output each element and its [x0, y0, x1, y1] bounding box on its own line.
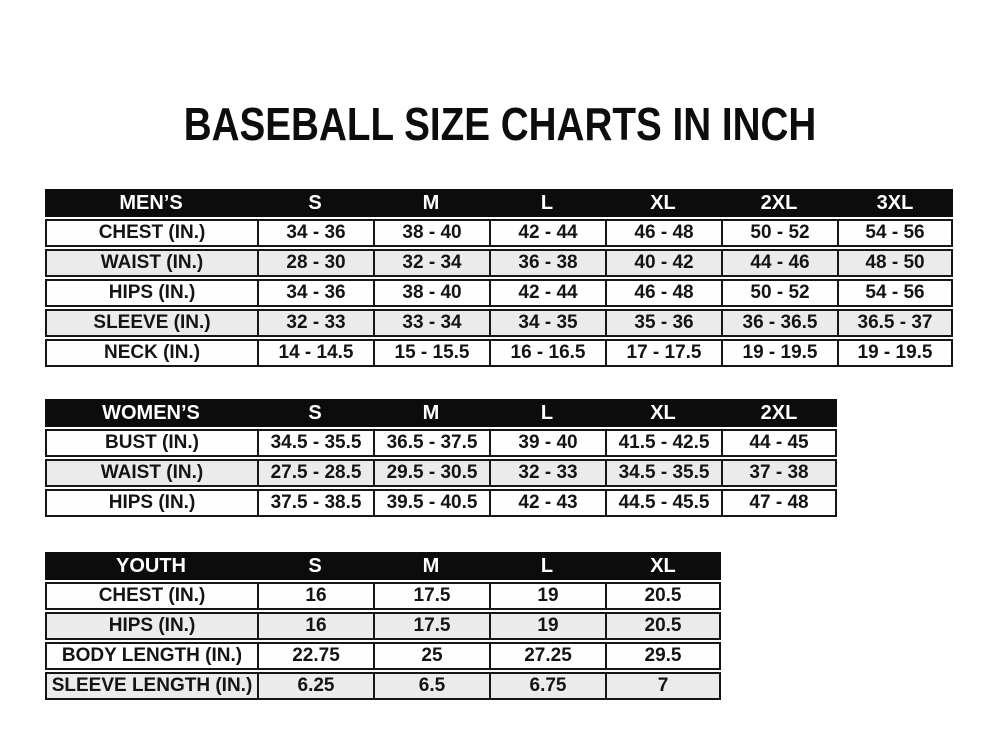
size-value-cell: 39.5 - 40.5 [373, 489, 489, 517]
size-value-cell: 44.5 - 45.5 [605, 489, 721, 517]
size-value-cell: 19 [489, 612, 605, 640]
size-value-cell: 22.75 [257, 642, 373, 670]
size-column-header: S [257, 552, 373, 580]
table-row [45, 459, 837, 487]
table-row [45, 279, 953, 307]
size-value-cell: 25 [373, 642, 489, 670]
size-column-header: M [373, 399, 489, 427]
row-label-cell: SLEEVE (IN.) [45, 309, 257, 337]
size-value-cell: 20.5 [605, 582, 721, 610]
size-value-cell: 34 - 36 [257, 219, 373, 247]
row-label-cell: CHEST (IN.) [45, 582, 257, 610]
size-value-cell: 36.5 - 37.5 [373, 429, 489, 457]
table-title-header: WOMEN’S [45, 399, 257, 427]
size-value-cell: 46 - 48 [605, 279, 721, 307]
size-value-cell: 6.25 [257, 672, 373, 700]
table-row [45, 612, 721, 640]
size-value-cell: 38 - 40 [373, 219, 489, 247]
size-value-cell: 41.5 - 42.5 [605, 429, 721, 457]
size-value-cell: 42 - 44 [489, 219, 605, 247]
size-value-cell: 34.5 - 35.5 [257, 429, 373, 457]
size-value-cell: 50 - 52 [721, 279, 837, 307]
table-row [45, 219, 953, 247]
row-label-cell: SLEEVE LENGTH (IN.) [45, 672, 257, 700]
size-value-cell: 29.5 [605, 642, 721, 670]
table-title-header: MEN’S [45, 189, 257, 217]
size-value-cell: 19 - 19.5 [721, 339, 837, 367]
size-value-cell: 37 - 38 [721, 459, 837, 487]
size-value-cell: 16 [257, 612, 373, 640]
size-value-cell: 35 - 36 [605, 309, 721, 337]
size-value-cell: 48 - 50 [837, 249, 953, 277]
size-value-cell: 37.5 - 38.5 [257, 489, 373, 517]
size-value-cell: 54 - 56 [837, 279, 953, 307]
size-value-cell: 34 - 36 [257, 279, 373, 307]
size-value-cell: 54 - 56 [837, 219, 953, 247]
table-row [45, 642, 721, 670]
size-value-cell: 16 - 16.5 [489, 339, 605, 367]
size-value-cell: 19 [489, 582, 605, 610]
youth-size-table [45, 550, 721, 702]
size-value-cell: 40 - 42 [605, 249, 721, 277]
size-column-header: L [489, 399, 605, 427]
size-value-cell: 39 - 40 [489, 429, 605, 457]
row-label-cell: WAIST (IN.) [45, 459, 257, 487]
table-row [45, 249, 953, 277]
size-value-cell: 36 - 36.5 [721, 309, 837, 337]
row-label-cell: NECK (IN.) [45, 339, 257, 367]
size-value-cell: 46 - 48 [605, 219, 721, 247]
size-value-cell: 7 [605, 672, 721, 700]
size-value-cell: 50 - 52 [721, 219, 837, 247]
size-value-cell: 42 - 43 [489, 489, 605, 517]
size-value-cell: 47 - 48 [721, 489, 837, 517]
size-column-header: M [373, 189, 489, 217]
size-value-cell: 28 - 30 [257, 249, 373, 277]
size-value-cell: 17 - 17.5 [605, 339, 721, 367]
size-value-cell: 36 - 38 [489, 249, 605, 277]
size-column-header: L [489, 552, 605, 580]
row-label-cell: HIPS (IN.) [45, 489, 257, 517]
row-label-cell: CHEST (IN.) [45, 219, 257, 247]
size-value-cell: 16 [257, 582, 373, 610]
header-row [45, 189, 953, 217]
size-column-header: XL [605, 399, 721, 427]
size-value-cell: 27.5 - 28.5 [257, 459, 373, 487]
page-title: BASEBALL SIZE CHARTS IN INCH [183, 97, 817, 150]
size-column-header: 3XL [837, 189, 953, 217]
table-row [45, 429, 837, 457]
size-value-cell: 19 - 19.5 [837, 339, 953, 367]
size-column-header: XL [605, 189, 721, 217]
size-column-header: L [489, 189, 605, 217]
size-value-cell: 32 - 34 [373, 249, 489, 277]
table-row [45, 672, 721, 700]
size-column-header: 2XL [721, 399, 837, 427]
size-value-cell: 44 - 45 [721, 429, 837, 457]
size-value-cell: 44 - 46 [721, 249, 837, 277]
header-row [45, 399, 837, 427]
size-column-header: 2XL [721, 189, 837, 217]
row-label-cell: BODY LENGTH (IN.) [45, 642, 257, 670]
size-value-cell: 6.75 [489, 672, 605, 700]
row-label-cell: WAIST (IN.) [45, 249, 257, 277]
size-value-cell: 17.5 [373, 612, 489, 640]
row-label-cell: BUST (IN.) [45, 429, 257, 457]
header-row [45, 552, 721, 580]
size-value-cell: 32 - 33 [489, 459, 605, 487]
size-value-cell: 15 - 15.5 [373, 339, 489, 367]
row-label-cell: HIPS (IN.) [45, 279, 257, 307]
size-column-header: S [257, 399, 373, 427]
size-column-header: S [257, 189, 373, 217]
size-value-cell: 20.5 [605, 612, 721, 640]
size-value-cell: 32 - 33 [257, 309, 373, 337]
size-column-header: M [373, 552, 489, 580]
size-value-cell: 34.5 - 35.5 [605, 459, 721, 487]
size-value-cell: 14 - 14.5 [257, 339, 373, 367]
table-title-header: YOUTH [45, 552, 257, 580]
size-value-cell: 34 - 35 [489, 309, 605, 337]
size-value-cell: 6.5 [373, 672, 489, 700]
size-value-cell: 36.5 - 37 [837, 309, 953, 337]
table-row [45, 309, 953, 337]
size-value-cell: 29.5 - 30.5 [373, 459, 489, 487]
size-value-cell: 27.25 [489, 642, 605, 670]
table-row [45, 339, 953, 367]
size-value-cell: 33 - 34 [373, 309, 489, 337]
size-value-cell: 17.5 [373, 582, 489, 610]
womens-size-table [45, 397, 837, 519]
size-value-cell: 42 - 44 [489, 279, 605, 307]
row-label-cell: HIPS (IN.) [45, 612, 257, 640]
size-column-header: XL [605, 552, 721, 580]
size-value-cell: 38 - 40 [373, 279, 489, 307]
mens-size-table [45, 187, 953, 369]
table-row [45, 489, 837, 517]
table-row [45, 582, 721, 610]
